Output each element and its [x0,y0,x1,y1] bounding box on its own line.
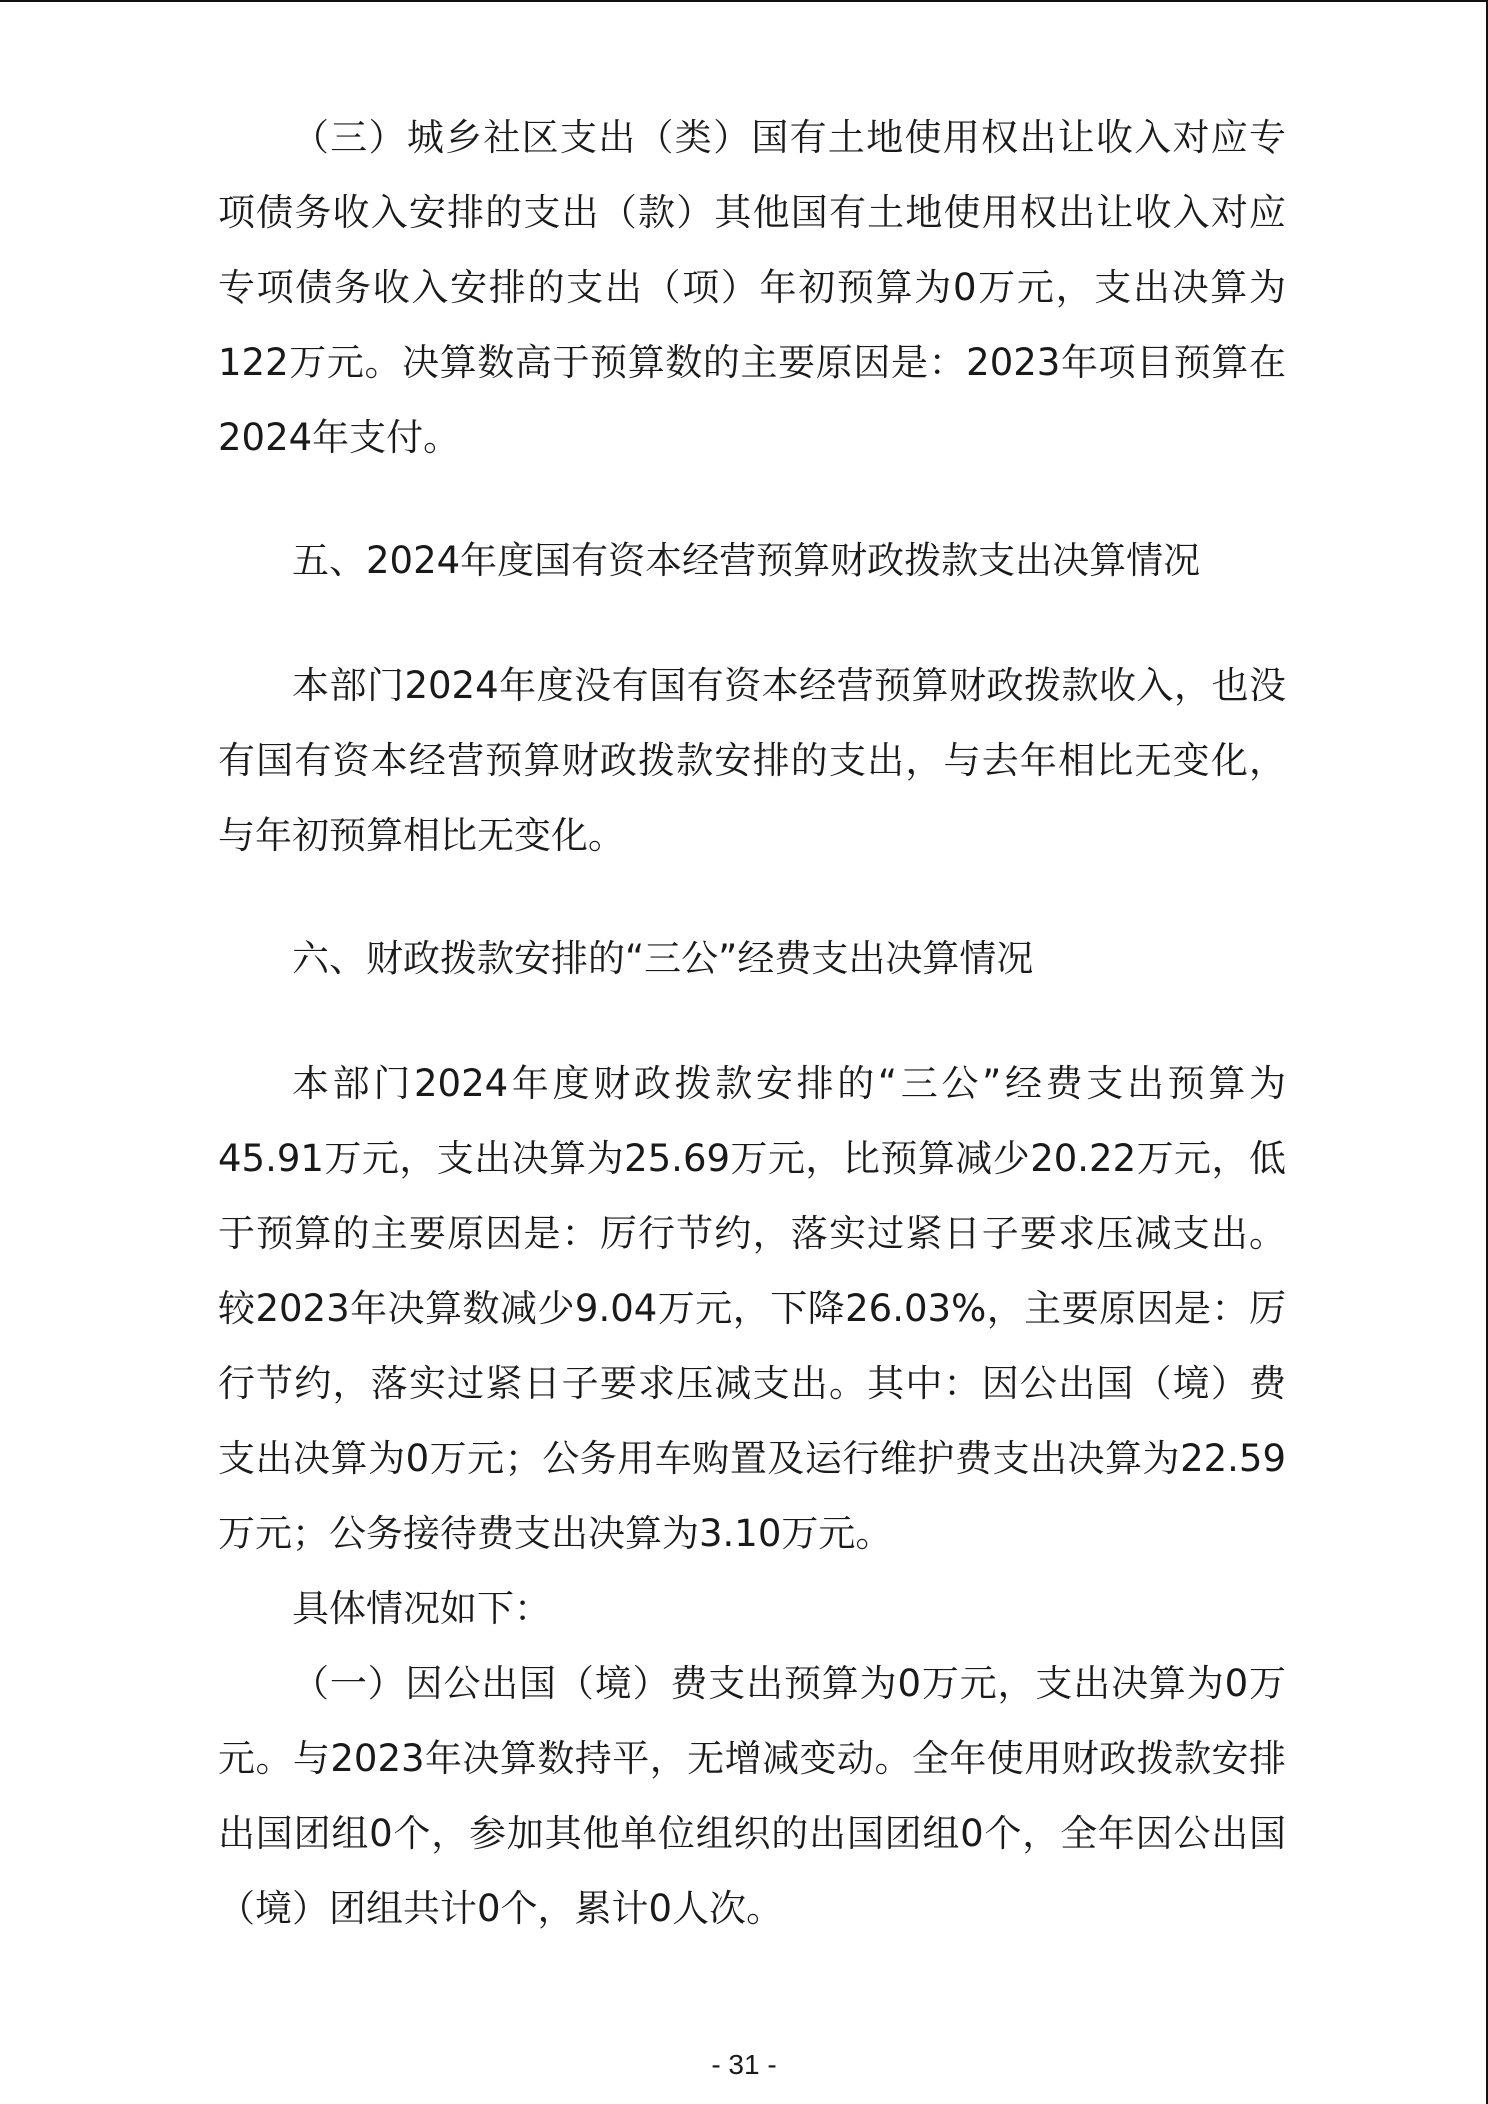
paragraph-state-capital-budget: 本部门2024年度没有国有资本经营预算财政拨款收入，也没有国有资本经营预算财政拨款安排的支出，与去年相比无变化，与年初预算相比无变化。 [218,664,1286,857]
document-body [218,100,1286,1946]
paragraph-urban-rural-expenditure: （三）城乡社区支出（类）国有土地使用权出让收入对应专项债务收入安排的支出（款）其他国有土地使用权出让收入对应专项债务收入安排的支出（项）年初预算为0万元，支出决算为122万元。决算数高于预算数的主要原因是：2023年项目预算在2024年支付。 [218,116,1286,459]
page-number: - 31 - [711,2049,777,2080]
section-heading-6: 六、财政拨款安排的“三公”经费支出决算情况 [292,937,1034,980]
paragraph-three-public-expenses: 本部门2024年度财政拨款安排的“三公”经费支出预算为45.91万元，支出决算为25.69万元，比预算减少20.22万元，低于预算的主要原因是：厉行节约，落实过紧日子要求压减支出。较2023年决算数减少9.04万元，下降26.03%，主要原因是：厉行节约，落实过紧日子要求压减支出。其中：因公出国（境）费支出决算为0万元；公务用车购置及运行维护费支出决算为22.59万元；公务接待费支出决算为3.10万元。 [218,1062,1286,1555]
paragraph-details-intro: 具体情况如下： [292,1587,551,1630]
section-heading-5: 五、2024年度国有资本经营预算财政拨款支出决算情况 [292,539,1201,582]
paragraph-overseas-travel-expenses: （一）因公出国（境）费支出预算为0万元，支出决算为0万元。与2023年决算数持平，无增减变动。全年使用财政拨款安排出国团组0个，参加其他单位组织的出国团组0个，全年因公出国（境）团组共计0个，累计0人次。 [218,1662,1286,1930]
